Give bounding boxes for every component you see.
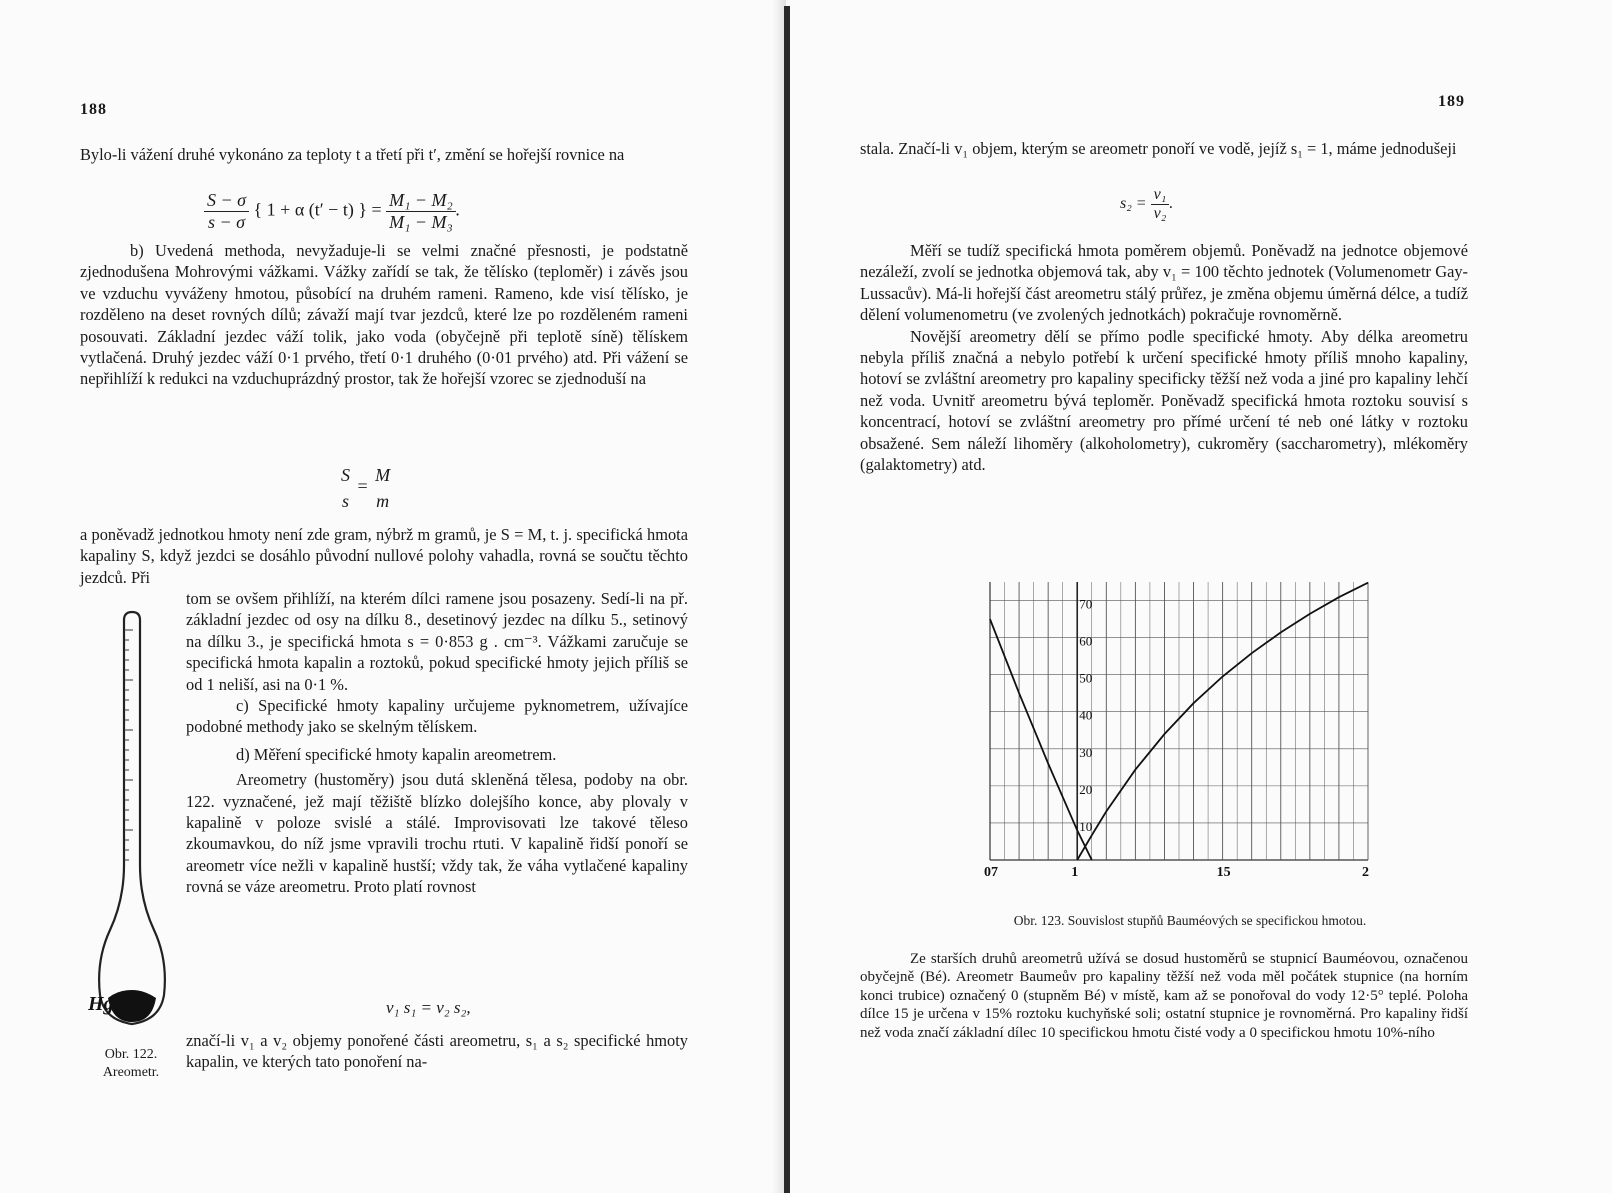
figure-122-number: Obr. 122. <box>104 1047 158 1062</box>
eq1-rhs-num: M₁ − M₂ <box>386 190 456 212</box>
paragraph-last-text: značí-li v₁ a v₂ objemy ponořené části areometru, s₁ a s₂ specifické hmoty kapalin, ve kterých tato ponoření na- <box>186 1031 688 1072</box>
areometer-scale <box>124 630 133 860</box>
paragraph-2-text: Měří se tudíž specifická hmota poměrem objemů. Poněvadž na jednotce objemové nezáleží, zvolí se jednotka objemová tak, aby v₁ = 100 těchto jednotek (Volumenometr Gay-Lussacův). Má-li hořejší část areometru stálý průřez, je změna objemu úměrná délce, a tudíž dělení volumenometru (ve zvolených jednotkách) pokračuje rovnoměrně. <box>860 241 1468 325</box>
equation-ratio <box>1120 186 1173 223</box>
paragraph-b-text: b) Uvedená methoda, nevyžaduje-li se velmi značné přesnosti, je podstatně zjednodušena Mohrovými vážkami. Vážky zařídí se tak, že tělísko (teploměr) i závěs jsou ve vzduchu vyváženy hmotou, působící na druhém rameni. Rameno, kde visí tělísko, je rozděleno na deset rovných dílů; závaží mají tvar jezdců, které lze po rozděleném rameni posouvati. Základní jezdec váží tolik, jako voda (obyčejně při teplotě síně) tělískem vytlačená. Druhý jezdec váží 0·1 prvého, třetí 0·1 druhého (0·01 prvého) atd. Při vážení se nepřihlíží k redukci na vzduchuprázdný prostor, tak že hořejší vzorec se zjednoduší na <box>80 241 688 389</box>
chart-x-ticks <box>984 865 1369 880</box>
page-number: 189 <box>1438 93 1465 110</box>
x-tick-label: 1 <box>1071 865 1079 880</box>
paragraph-4 <box>860 950 1468 1042</box>
eq1-equals: = <box>371 199 382 220</box>
paragraph-d-text: d) Měření specifické hmoty kapalin areometrem. <box>236 744 557 764</box>
eq4-end: . <box>1169 195 1174 213</box>
intro-paragraph <box>80 144 688 165</box>
paragraph-1-text: stala. Značí-li v₁ objem, kterým se areometr ponoří ve vodě, jejíž s₁ = 1, máme jednodušeji <box>860 139 1457 158</box>
eq1-lhs-num: S − σ <box>204 190 249 212</box>
mercury-bulb <box>108 990 156 1022</box>
paragraph-3-text: Novější areometry dělí se přímo podle specifické hmoty. Aby délka areometru nebyla příliš značná a nebylo potřebí k určení specifické hmoty příliš mnoho kapaliny, hotoví se zvláštní areometry pro kapaliny specificky těžší než voda a jiné pro kapaliny lehčí než voda. Uvnitř areometru bývá teploměr. Poněvadž specifická hmota roztoku souvisí s koncentrací, hotoví se zvláštní areometry pro přímé určení té neb oné látky v roztoku obsažené. Sem náleží lihoměry (alkoholometry), cukroměry (saccharometry), mlékoměry (galaktometry) atd. <box>860 326 1468 475</box>
eq1-rhs-den: M₁ − M₃ <box>389 212 453 232</box>
y-tick-label: 20 <box>1079 781 1093 797</box>
eq2-rhs-num: M <box>375 465 391 485</box>
areometer-outline <box>99 612 165 1024</box>
x-tick-label: 07 <box>984 865 998 880</box>
paragraph-4-text: Ze starších druhů areometrů užívá se dosud hustoměrů se stupnicí Bauméovou, označenou obyčejně (Bé). Areometr Baumeův pro kapaliny těžší než voda měl počátek stupnice (na horním konci trubice) označený 0 (stupněm Bé) v místě, kam až se ponořoval do vody 12·5° teplé. Poloha dílce 15 je určena v 15% roztoku kuchyňské soli; ostatní stupnice je rovnoměrná. Pro kapaliny řidší než voda značí základní dílec 10 specifickou hmotu čisté vody a 0 specifickou hmotu 10%-ního <box>860 951 1468 1041</box>
eq1-middle: { 1 + α (t′ − t) } <box>253 199 367 220</box>
y-tick-label: 60 <box>1079 633 1093 649</box>
text-block-right <box>860 240 1468 475</box>
eq1-lhs-den: s − σ <box>208 212 246 232</box>
areometer-figure <box>88 610 178 1030</box>
eq2-lhs-num: S <box>341 465 350 485</box>
y-tick-label: 40 <box>1079 707 1093 723</box>
paragraph-b <box>80 240 688 390</box>
paragraph-1 <box>860 138 1468 159</box>
eq4-lhs: s₂ = <box>1120 195 1147 213</box>
paragraph-last <box>186 1030 688 1073</box>
paragraph-c-text: c) Specifické hmoty kapaliny určujeme pyknometrem, užívajíce podobné methody jako se skelným tělískem. <box>186 696 688 737</box>
eq4-num: v₁ <box>1151 186 1170 205</box>
figure-122-caption <box>88 1046 174 1082</box>
chart-grid <box>990 582 1368 860</box>
y-tick-label: 50 <box>1079 670 1093 686</box>
y-tick-label: 70 <box>1079 596 1093 612</box>
y-tick-label: 30 <box>1079 744 1093 760</box>
page-number: 188 <box>80 101 107 118</box>
figure-123-caption: Obr. 123. Souvislost stupňů Bauméových se specifickou hmotou. <box>1013 913 1367 928</box>
intro-text: Bylo-li vážení druhé vykonáno za teploty t a třetí při t′, změní se hořejší rovnice na <box>80 145 625 164</box>
paragraph-rider-text: tom se ovšem přihlíží, na kterém dílci ramene jsou posazeny. Sedí-li na př. základní jezdec od osy na dílku 8., desetinový jezdec na dílku 5., setinový na dílku 3., je specifická hmota s = 0·853 g . cm⁻³. Vážkami zaručuje se specifická hmota kapalin a roztoků, pokud specifické hmoty jejich příliš se od 1 neliší, asi na 0·1 %. <box>186 589 688 694</box>
chart-y-ticks <box>1079 597 1092 834</box>
equation-temperature <box>204 190 460 233</box>
baume-chart <box>970 560 1380 900</box>
left-page <box>0 0 784 1193</box>
eq2-rhs-den: m <box>376 491 390 511</box>
paragraph-areometers-text: Areometry (hustoměry) jsou dutá skleněná tělesa, podoby na obr. 122. vyznačené, jež mají těžiště blízko dolejšího konce, aby plovaly v kapalině v poloze svislé a stálé. Improvisovati lze takové těleso zkoumavkou, do níž jsme vpravili trochu rtuti. V kapalině řidší ponoří se areometr více nežli v kapalině hustší; vždy tak, že váha vytlačené kapaliny rovná se váze areometru. Proto platí rovnost <box>186 770 688 897</box>
eq1-end: . <box>455 199 461 220</box>
hg-label: Hg <box>88 993 114 1015</box>
eq2-lhs-den: s <box>341 491 349 511</box>
equation-mohr <box>338 462 393 514</box>
wrapped-text-block <box>186 588 688 898</box>
y-tick-label: 10 <box>1079 818 1093 834</box>
right-page <box>790 0 1612 1193</box>
figure-122-title: Areometr. <box>102 1065 160 1080</box>
equation-volumes: v₁ s₁ = v₂ s₂, <box>386 998 471 1017</box>
x-tick-label: 15 <box>1216 865 1231 880</box>
paragraph-continuation-text: a poněvadž jednotkou hmoty není zde gram, nýbrž m gramů, je S = M, t. j. specifická hmota kapaliny S, když jezdci se dosáhlo původní nullové polohy vahadla, rovná se součtu těchto jezdců. Při <box>80 525 688 587</box>
x-tick-label: 2 <box>1362 865 1369 880</box>
eq4-den: v₂ <box>1153 205 1167 222</box>
paragraph-continuation <box>80 524 688 588</box>
eq2-equals: = <box>357 476 368 497</box>
